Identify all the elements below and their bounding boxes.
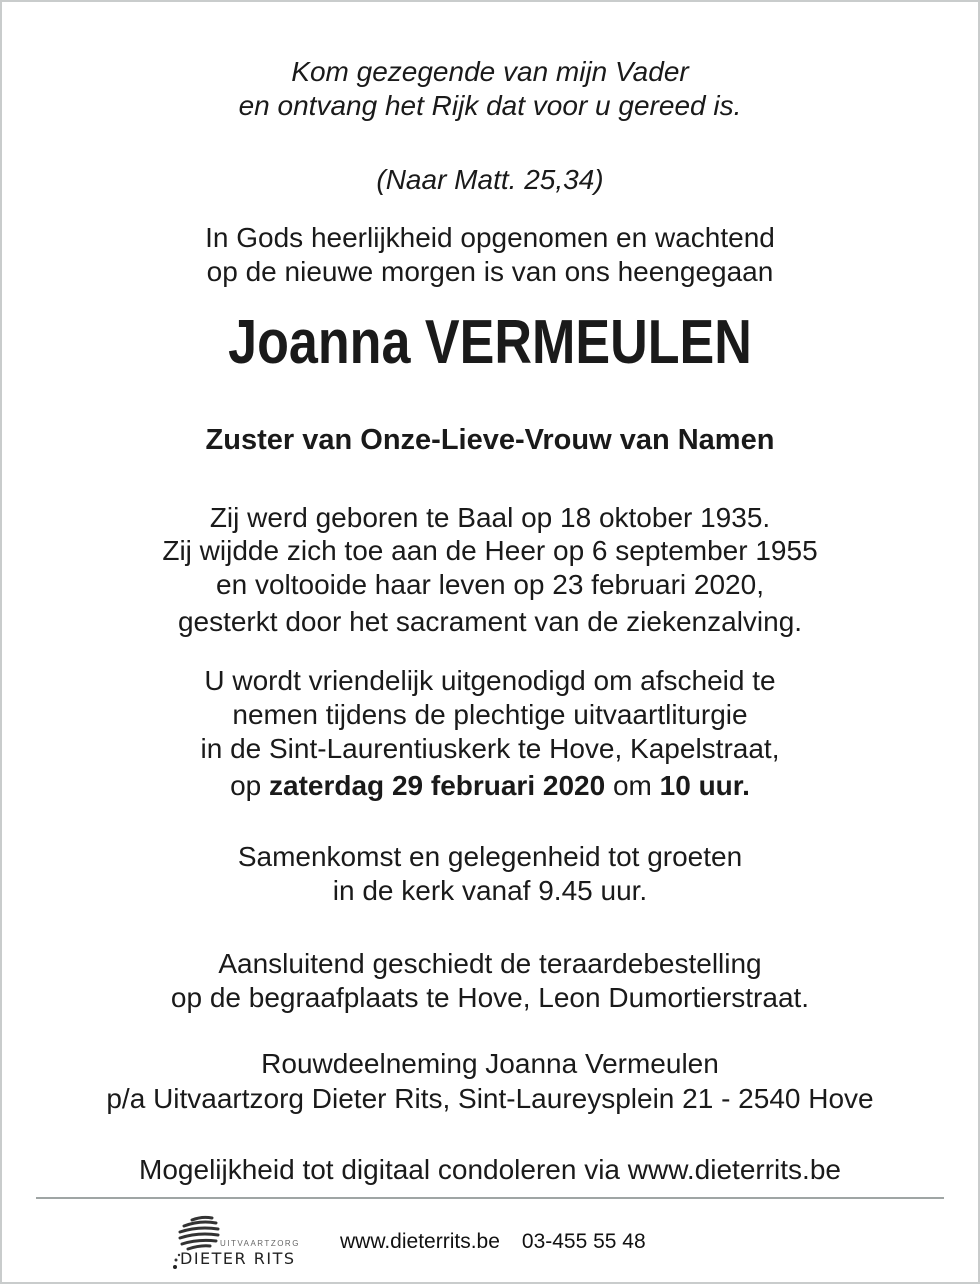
verse-line: en ontvang het Rijk dat voor u gereed is. [238, 90, 742, 121]
funeral-date-line [0, 769, 980, 803]
footer [170, 1214, 646, 1270]
date-pre: op [230, 770, 270, 801]
burial-line: op de begraafplaats te Hove, Leon Dumortierstraat. [170, 982, 810, 1013]
footer-phone: 03-455 55 48 [521, 1230, 646, 1253]
subtitle: Zuster van Onze-Lieve-Vrouw van Namen [205, 424, 775, 456]
invitation-line: nemen tijdens de plechtige uitvaartliturgie [232, 699, 748, 730]
bio-line: Zij werd geboren te Baal op 18 oktober 1935. [209, 502, 771, 533]
date-mid: om [605, 770, 660, 801]
verse-reference: (Naar Matt. 25,34) [376, 164, 604, 195]
logo-main-text: DIETER RITS [180, 1249, 296, 1268]
divider [36, 1197, 944, 1199]
invitation-line: in de Sint-Laurentiuskerk te Hove, Kapelstraat, [200, 733, 780, 764]
bio-line: gesterkt door het sacrament van de ziekenzalving. [177, 606, 803, 637]
bio-line: Zij wijdde zich toe aan de Heer op 6 september 1955 [162, 535, 818, 566]
dieter-rits-logo [170, 1214, 320, 1270]
burial-line: Aansluitend geschiedt de teraardebestelling [218, 948, 762, 979]
gathering-line: Samenkomst en gelegenheid tot groeten [237, 841, 743, 872]
footer-website[interactable]: www.dieterrits.be [340, 1230, 500, 1253]
funeral-time: 10 uur. [659, 770, 750, 801]
condolence-line: Mogelijkheid tot digitaal condoleren via www.dieterrits.be [139, 1154, 841, 1185]
gathering-line: in de kerk vanaf 9.45 uur. [332, 875, 648, 906]
address-line: Rouwdeelneming Joanna Vermeulen [261, 1048, 719, 1079]
intro-line: op de nieuwe morgen is van ons heengegaan [206, 256, 774, 287]
bio-line: en voltooide haar leven op 23 februari 2020, [216, 569, 764, 600]
deceased-name: Joanna VERMEULEN [228, 308, 752, 377]
address-line: p/a Uitvaartzorg Dieter Rits, Sint-Laureysplein 21 - 2540 Hove [106, 1083, 874, 1114]
logo-swirl-icon [170, 1214, 320, 1270]
logo-small-text: UITVAARTZORG [220, 1239, 300, 1248]
intro-line: In Gods heerlijkheid opgenomen en wachtend [205, 222, 775, 253]
funeral-date: zaterdag 29 februari 2020 [269, 770, 606, 801]
invitation-line: U wordt vriendelijk uitgenodigd om afscheid te [204, 665, 776, 696]
verse-line: Kom gezegende van mijn Vader [291, 56, 689, 87]
